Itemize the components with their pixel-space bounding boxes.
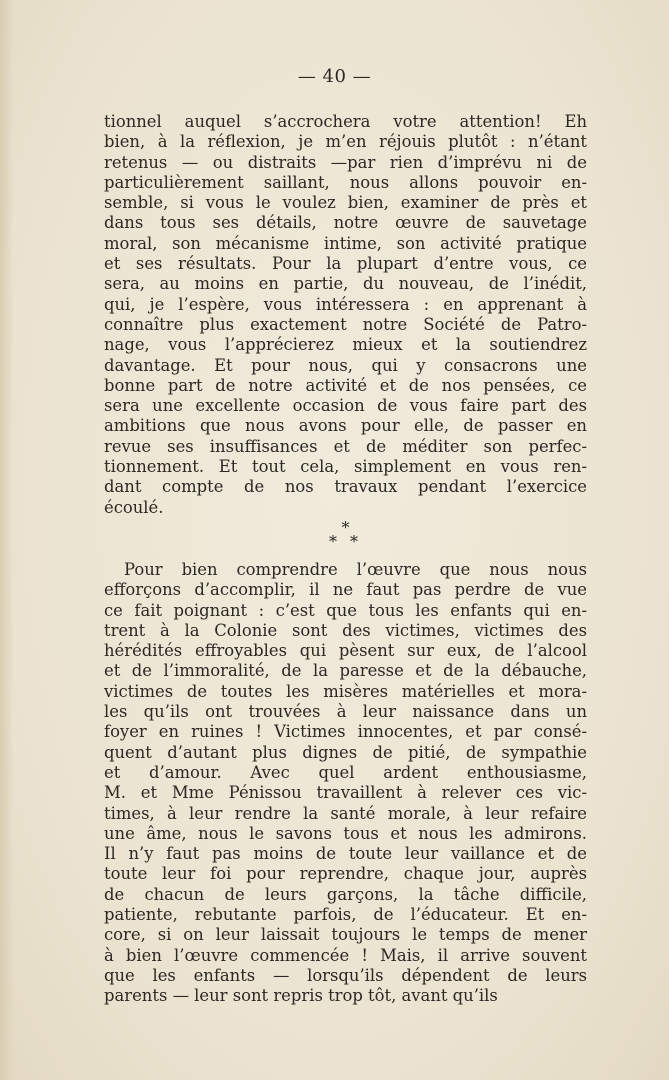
text-line: tionnement. Et tout cela, simplement en vous ren-	[104, 457, 587, 477]
text-line: et ses résultats. Pour la plupart d’entre vous, ce	[104, 254, 587, 274]
text-line: sera une excellente occasion de vous faire part des	[104, 396, 587, 416]
text-line: une âme, nous le savons tous et nous les admirons.	[104, 823, 587, 843]
text-line: toute leur foi pour reprendre, chaque jour, auprès	[104, 864, 587, 884]
text-line: particulièrement saillant, nous allons pouvoir en-	[104, 172, 587, 192]
text-line: les qu’ils ont trouvées à leur naissance dans un	[104, 702, 587, 722]
text-line: davantage. Et pour nous, qui y consacrons une	[104, 355, 587, 375]
body-text	[104, 112, 587, 1006]
text-line: que les enfants — lorsqu’ils dépendent de leurs	[104, 965, 587, 985]
asterism-top: *	[341, 517, 350, 537]
text-line: écoulé.	[104, 497, 164, 517]
text-line: M. et Mme Pénissou travaillent à relever ces vic-	[104, 783, 587, 803]
text-line: à bien l’œuvre commencée ! Mais, il arrive souvent	[104, 945, 587, 965]
text-line: connaître plus exactement notre Société de Patro-	[104, 314, 587, 334]
text-line: retenus — ou distraits —par rien d’imprévu ni de	[104, 152, 587, 172]
text-line: ce fait poignant : c’est que tous les enfants qui en-	[104, 600, 587, 620]
text-line: semble, si vous le voulez bien, examiner de près et	[104, 193, 587, 213]
asterism-bottom: * *	[328, 531, 363, 551]
text-line: times, à leur rendre la santé morale, à leur refaire	[104, 803, 587, 823]
text-line: Il n’y faut pas moins de toute leur vaillance et de	[104, 844, 587, 864]
text-line: foyer en ruines ! Victimes innocentes, et par consé-	[104, 722, 587, 742]
text-line: dant compte de nos travaux pendant l’exercice	[104, 477, 587, 497]
text-line: parents — leur sont repris trop tôt, avant qu’ils	[104, 986, 498, 1006]
text-line: dans tous ses détails, notre œuvre de sauvetage	[104, 213, 587, 233]
text-line: quent d’autant plus dignes de pitié, de sympathie	[104, 742, 587, 762]
text-line: sera, au moins en partie, du nouveau, de l’inédit,	[104, 274, 587, 294]
page-number: — 40 —	[297, 66, 372, 87]
page-edge-shading	[0, 0, 14, 1080]
text-line: moral, son mécanisme intime, son activité pratique	[104, 233, 587, 253]
asterism-separator	[104, 518, 587, 560]
text-line: trent à la Colonie sont des victimes, victimes des	[104, 620, 587, 640]
paragraph-1	[104, 112, 587, 518]
text-line: et d’amour. Avec quel ardent enthousiasme,	[104, 762, 587, 782]
text-line: et de l’immoralité, de la paresse et de la débauche,	[104, 661, 587, 681]
text-line: Pour bien comprendre l’œuvre que nous nous	[124, 559, 587, 579]
text-line: nage, vous l’apprécierez mieux et la soutiendrez	[104, 335, 587, 355]
text-line: qui, je l’espère, vous intéressera : en apprenant à	[104, 294, 587, 314]
text-line: revue ses insuffisances et de méditer son perfec-	[104, 436, 587, 456]
text-line: de chacun de leurs garçons, la tâche difficile,	[104, 884, 587, 904]
text-line: patiente, rebutante parfois, de l’éducateur. Et en-	[104, 904, 587, 924]
text-line: hérédités effroyables qui pèsent sur eux, de l’alcool	[104, 641, 587, 661]
text-line: victimes de toutes les misères matérielles et mora-	[104, 681, 587, 701]
text-line: core, si on leur laissait toujours le temps de mener	[104, 925, 587, 945]
text-line: bonne part de notre activité et de nos pensées, ce	[104, 375, 587, 395]
text-line: ambitions que nous avons pour elle, de passer en	[104, 416, 587, 436]
text-line: bien, à la réflexion, je m’en réjouis plutôt : n’étant	[104, 132, 587, 152]
text-line: efforçons d’accomplir, il ne faut pas perdre de vue	[104, 580, 587, 600]
paragraph-2	[104, 560, 587, 1007]
text-line: tionnel auquel s’accrochera votre attention! Eh	[104, 112, 587, 131]
